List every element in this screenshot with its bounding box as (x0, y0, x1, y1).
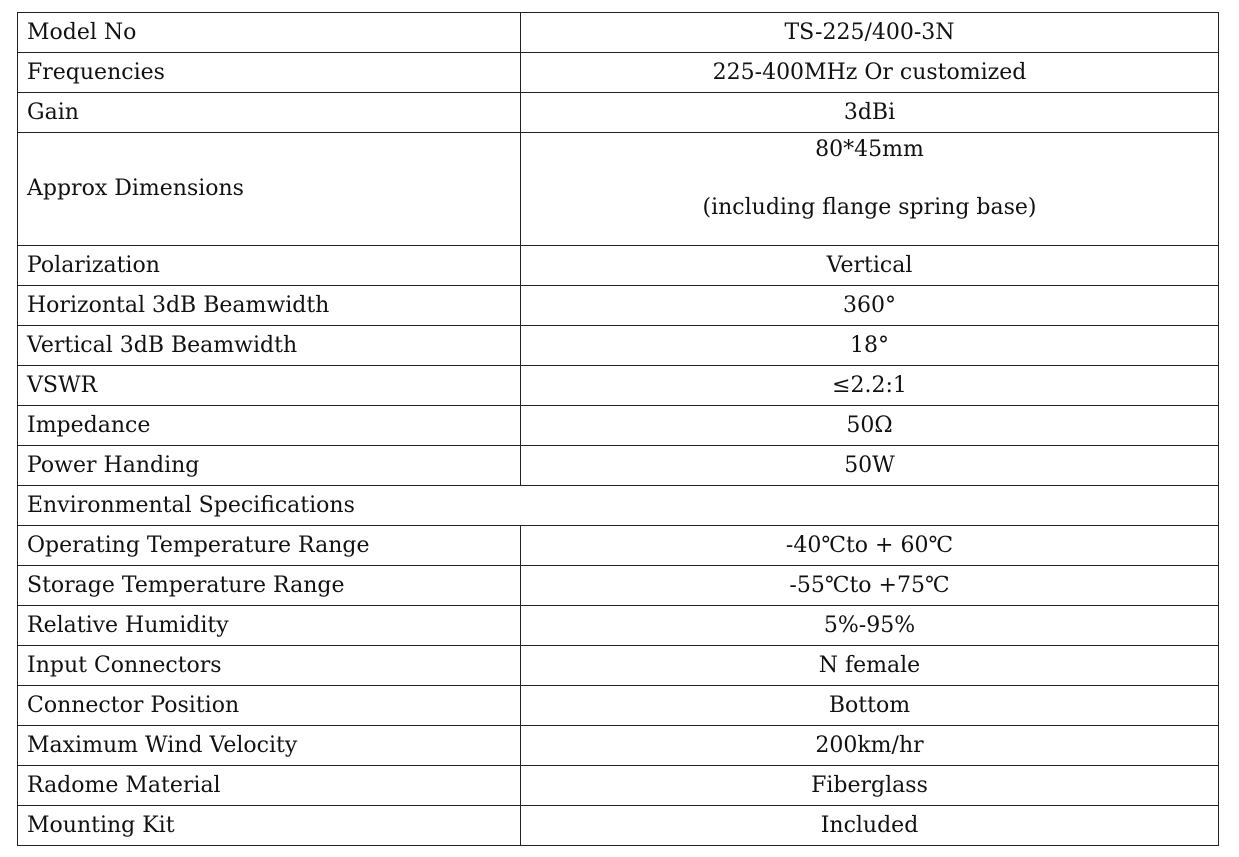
spec-row-frequencies (18, 53, 1219, 93)
dimensions-note: (including flange spring base) (702, 195, 1037, 220)
spec-label: Storage Temperature Range (18, 566, 521, 606)
spec-label: Frequencies (18, 53, 521, 93)
spec-value: ≤2.2:1 (521, 366, 1219, 406)
spec-label: Impedance (18, 406, 521, 446)
dimensions-size: 80*45mm (815, 137, 924, 162)
spec-row-power-handling (18, 446, 1219, 486)
spec-value: -40℃to + 60℃ (521, 526, 1219, 566)
spec-value: 360° (521, 286, 1219, 326)
spec-value: 50Ω (521, 406, 1219, 446)
section-heading-row (18, 486, 1219, 526)
spec-label: Relative Humidity (18, 606, 521, 646)
spec-value: -55℃to +75℃ (521, 566, 1219, 606)
spec-row-impedance (18, 406, 1219, 446)
spec-row-wind-velocity (18, 726, 1219, 766)
spec-label: Mounting Kit (18, 806, 521, 846)
spec-value: 225-400MHz Or customized (521, 53, 1219, 93)
spec-label: Input Connectors (18, 646, 521, 686)
spec-row-connector-position (18, 686, 1219, 726)
spec-value-dimensions (521, 133, 1219, 246)
spec-label: Approx Dimensions (18, 133, 521, 246)
spec-label: Power Handing (18, 446, 521, 486)
spec-label: Connector Position (18, 686, 521, 726)
spec-label: Vertical 3dB Beamwidth (18, 326, 521, 366)
spec-value: Bottom (521, 686, 1219, 726)
spec-row-mounting-kit (18, 806, 1219, 846)
spec-value: TS-225/400-3N (521, 13, 1219, 53)
spec-table-body (18, 13, 1219, 846)
spec-row-dimensions (18, 133, 1219, 246)
spec-label: Horizontal 3dB Beamwidth (18, 286, 521, 326)
spec-label: Gain (18, 93, 521, 133)
spec-value: 50W (521, 446, 1219, 486)
spec-label: VSWR (18, 366, 521, 406)
spec-value: Fiberglass (521, 766, 1219, 806)
spec-value: 18° (521, 326, 1219, 366)
section-heading: Environmental Specifications (18, 486, 1219, 526)
spec-row-storage-temperature (18, 566, 1219, 606)
spec-label: Polarization (18, 246, 521, 286)
spec-row-relative-humidity (18, 606, 1219, 646)
spec-row-vswr (18, 366, 1219, 406)
spec-label: Model No (18, 13, 521, 53)
spec-value: 3dBi (521, 93, 1219, 133)
spec-row-input-connectors (18, 646, 1219, 686)
spec-value: N female (521, 646, 1219, 686)
spec-label: Operating Temperature Range (18, 526, 521, 566)
spec-value: Included (521, 806, 1219, 846)
spec-row-gain (18, 93, 1219, 133)
spec-label: Radome Material (18, 766, 521, 806)
spec-value: 200km/hr (521, 726, 1219, 766)
spec-value: Vertical (521, 246, 1219, 286)
spec-row-polarization (18, 246, 1219, 286)
spec-value: 5%-95% (521, 606, 1219, 646)
specification-table (17, 12, 1219, 846)
spec-row-horizontal-beamwidth (18, 286, 1219, 326)
spec-label: Maximum Wind Velocity (18, 726, 521, 766)
spec-row-operating-temperature (18, 526, 1219, 566)
spec-row-model-no (18, 13, 1219, 53)
spec-row-radome-material (18, 766, 1219, 806)
spec-row-vertical-beamwidth (18, 326, 1219, 366)
